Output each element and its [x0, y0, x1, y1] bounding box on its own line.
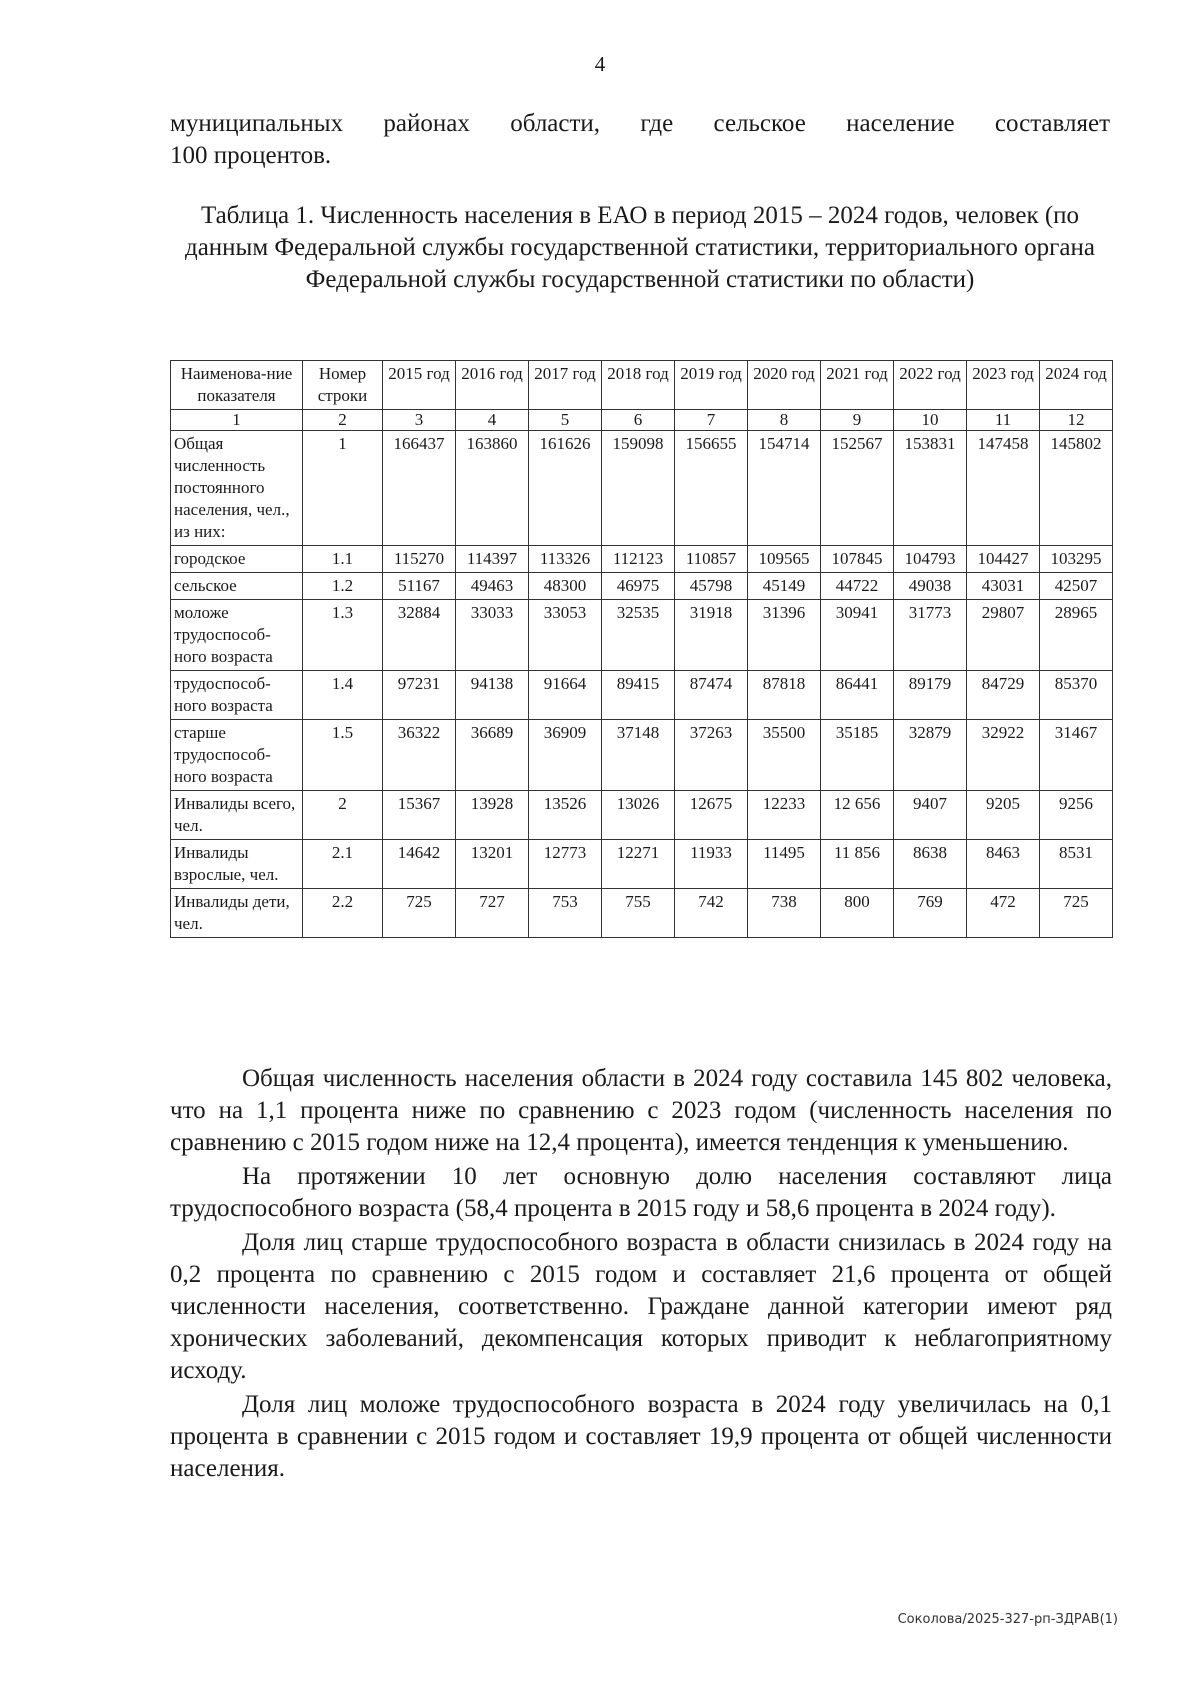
- value-cell: 166437: [383, 431, 456, 546]
- value-cell: 11 856: [821, 840, 894, 889]
- value-cell: 87474: [675, 671, 748, 720]
- value-cell: 35500: [748, 720, 821, 791]
- row-name: Общая численность постоянного населения, чел., из них:: [171, 431, 303, 546]
- value-cell: 755: [602, 889, 675, 938]
- value-cell: 11495: [748, 840, 821, 889]
- paragraph-total-population: Общая численность населения области в 2024 году составила 145 802 человека, что на 1,1 процента ниже по сравнению с 2023 годом (численность населения по сравнению с 2015 годом ниже на 12,4 процента), имеется тенденция к уменьшению.: [170, 1065, 1112, 1156]
- value-cell: 109565: [748, 546, 821, 573]
- table-row: [171, 791, 1113, 840]
- value-cell: 36909: [529, 720, 602, 791]
- value-cell: 46975: [602, 573, 675, 600]
- value-cell: 8638: [894, 840, 967, 889]
- value-cell: 738: [748, 889, 821, 938]
- row-number: 1.1: [303, 546, 383, 573]
- header-2023: 2023 год: [967, 361, 1040, 410]
- value-cell: 8531: [1040, 840, 1113, 889]
- column-number: 3: [383, 410, 456, 431]
- value-cell: 113326: [529, 546, 602, 573]
- value-cell: 48300: [529, 573, 602, 600]
- value-cell: 11933: [675, 840, 748, 889]
- value-cell: 97231: [383, 671, 456, 720]
- value-cell: 725: [383, 889, 456, 938]
- table-row: [171, 671, 1113, 720]
- value-cell: 49463: [456, 573, 529, 600]
- value-cell: 13201: [456, 840, 529, 889]
- header-2020: 2020 год: [748, 361, 821, 410]
- value-cell: 32884: [383, 600, 456, 671]
- column-number: 9: [821, 410, 894, 431]
- value-cell: 107845: [821, 546, 894, 573]
- value-cell: 32922: [967, 720, 1040, 791]
- row-number: 1.2: [303, 573, 383, 600]
- value-cell: 36689: [456, 720, 529, 791]
- column-number: 2: [303, 410, 383, 431]
- header-2015: 2015 год: [383, 361, 456, 410]
- value-cell: 32535: [602, 600, 675, 671]
- paragraph-working-age: На протяжении 10 лет основную долю населения составляют лица трудоспособного возраста (58,4 процента в 2015 году и 58,6 процента в 2024 году).: [170, 1163, 1112, 1222]
- column-number: 4: [456, 410, 529, 431]
- table-row: [171, 573, 1113, 600]
- value-cell: 800: [821, 889, 894, 938]
- table-row: [171, 840, 1113, 889]
- value-cell: 37148: [602, 720, 675, 791]
- value-cell: 753: [529, 889, 602, 938]
- row-number: 2: [303, 791, 383, 840]
- row-name: моложе трудоспособ-ного возраста: [171, 600, 303, 671]
- header-row-number: Номер строки: [303, 361, 383, 410]
- row-number: 2.1: [303, 840, 383, 889]
- value-cell: 28965: [1040, 600, 1113, 671]
- row-name: трудоспособ-ного возраста: [171, 671, 303, 720]
- value-cell: 112123: [602, 546, 675, 573]
- column-number: 12: [1040, 410, 1113, 431]
- value-cell: 12271: [602, 840, 675, 889]
- paragraph-under-working-age: Доля лиц моложе трудоспособного возраста в 2024 году увеличилась на 0,1 процента в сравнении с 2015 годом и составляет 19,9 процента от общей численности населения.: [170, 1391, 1112, 1482]
- table-row: [171, 720, 1113, 791]
- value-cell: 45798: [675, 573, 748, 600]
- value-cell: 42507: [1040, 573, 1113, 600]
- value-cell: 15367: [383, 791, 456, 840]
- value-cell: 32879: [894, 720, 967, 791]
- table-row: [171, 889, 1113, 938]
- value-cell: 163860: [456, 431, 529, 546]
- value-cell: 89179: [894, 671, 967, 720]
- header-2016: 2016 год: [456, 361, 529, 410]
- header-2018: 2018 год: [602, 361, 675, 410]
- value-cell: 12233: [748, 791, 821, 840]
- row-name: Инвалиды дети, чел.: [171, 889, 303, 938]
- value-cell: 769: [894, 889, 967, 938]
- value-cell: 727: [456, 889, 529, 938]
- column-numbers-row: [171, 410, 1113, 431]
- value-cell: 30941: [821, 600, 894, 671]
- value-cell: 8463: [967, 840, 1040, 889]
- value-cell: 12675: [675, 791, 748, 840]
- value-cell: 33053: [529, 600, 602, 671]
- table-row: [171, 431, 1113, 546]
- value-cell: 37263: [675, 720, 748, 791]
- value-cell: 89415: [602, 671, 675, 720]
- table-row: [171, 600, 1113, 671]
- header-2024: 2024 год: [1040, 361, 1113, 410]
- row-name: Инвалиды взрослые, чел.: [171, 840, 303, 889]
- value-cell: 12 656: [821, 791, 894, 840]
- value-cell: 9256: [1040, 791, 1113, 840]
- value-cell: 35185: [821, 720, 894, 791]
- page-number: 4: [594, 52, 606, 76]
- intro-line-2: 100 процентов.: [170, 142, 332, 169]
- header-name: Наименова-ние показателя: [171, 361, 303, 410]
- value-cell: 43031: [967, 573, 1040, 600]
- table-header-row: [171, 361, 1113, 410]
- population-table: [170, 360, 1113, 938]
- value-cell: 13526: [529, 791, 602, 840]
- value-cell: 13026: [602, 791, 675, 840]
- value-cell: 159098: [602, 431, 675, 546]
- header-2019: 2019 год: [675, 361, 748, 410]
- value-cell: 51167: [383, 573, 456, 600]
- value-cell: 154714: [748, 431, 821, 546]
- table-row: [171, 546, 1113, 573]
- value-cell: 14642: [383, 840, 456, 889]
- row-name: Инвалиды всего, чел.: [171, 791, 303, 840]
- row-number: 1.5: [303, 720, 383, 791]
- header-2022: 2022 год: [894, 361, 967, 410]
- row-name: городское: [171, 546, 303, 573]
- value-cell: 472: [967, 889, 1040, 938]
- value-cell: 12773: [529, 840, 602, 889]
- column-number: 11: [967, 410, 1040, 431]
- row-number: 2.2: [303, 889, 383, 938]
- value-cell: 33033: [456, 600, 529, 671]
- value-cell: 103295: [1040, 546, 1113, 573]
- value-cell: 152567: [821, 431, 894, 546]
- value-cell: 147458: [967, 431, 1040, 546]
- value-cell: 84729: [967, 671, 1040, 720]
- value-cell: 13928: [456, 791, 529, 840]
- row-name: старше трудоспособ-ного возраста: [171, 720, 303, 791]
- value-cell: 31773: [894, 600, 967, 671]
- document-reference: Соколова/2025-327-рп-ЗДРАВ(1): [897, 1612, 1118, 1627]
- header-2017: 2017 год: [529, 361, 602, 410]
- intro-paragraph: [170, 108, 1110, 172]
- value-cell: 29807: [967, 600, 1040, 671]
- row-number: 1.4: [303, 671, 383, 720]
- value-cell: 31467: [1040, 720, 1113, 791]
- value-cell: 725: [1040, 889, 1113, 938]
- row-number: 1.3: [303, 600, 383, 671]
- value-cell: 44722: [821, 573, 894, 600]
- value-cell: 145802: [1040, 431, 1113, 546]
- value-cell: 45149: [748, 573, 821, 600]
- header-2021: 2021 год: [821, 361, 894, 410]
- value-cell: 742: [675, 889, 748, 938]
- value-cell: 85370: [1040, 671, 1113, 720]
- value-cell: 31396: [748, 600, 821, 671]
- value-cell: 94138: [456, 671, 529, 720]
- paragraph-over-working-age: Доля лиц старше трудоспособного возраста в области снизилась в 2024 году на 0,2 процента по сравнению с 2015 годом и составляет 21,6 процента от общей численности населения, соответственно. Граждане данной категории имеют ряд хронических заболеваний, декомпенсация которых приводит к неблагоприятному исходу.: [170, 1229, 1112, 1384]
- value-cell: 49038: [894, 573, 967, 600]
- value-cell: 36322: [383, 720, 456, 791]
- value-cell: 31918: [675, 600, 748, 671]
- value-cell: 110857: [675, 546, 748, 573]
- column-number: 7: [675, 410, 748, 431]
- value-cell: 153831: [894, 431, 967, 546]
- row-number: 1: [303, 431, 383, 546]
- value-cell: 114397: [456, 546, 529, 573]
- value-cell: 91664: [529, 671, 602, 720]
- value-cell: 115270: [383, 546, 456, 573]
- value-cell: 86441: [821, 671, 894, 720]
- value-cell: 104793: [894, 546, 967, 573]
- column-number: 5: [529, 410, 602, 431]
- value-cell: 9205: [967, 791, 1040, 840]
- value-cell: 87818: [748, 671, 821, 720]
- body-text: [170, 1063, 1112, 1487]
- value-cell: 9407: [894, 791, 967, 840]
- column-number: 6: [602, 410, 675, 431]
- table-caption: Таблица 1. Численность населения в ЕАО в период 2015 – 2024 годов, человек (по данным Федеральной службы государственной статистики, территориального органа Федеральной службы государственной статистики по области): [184, 202, 1095, 293]
- intro-line-1: муниципальных районах области, где сельское население составляет: [170, 110, 1110, 137]
- value-cell: 161626: [529, 431, 602, 546]
- column-number: 8: [748, 410, 821, 431]
- column-number: 1: [171, 410, 303, 431]
- value-cell: 104427: [967, 546, 1040, 573]
- value-cell: 156655: [675, 431, 748, 546]
- column-number: 10: [894, 410, 967, 431]
- row-name: сельское: [171, 573, 303, 600]
